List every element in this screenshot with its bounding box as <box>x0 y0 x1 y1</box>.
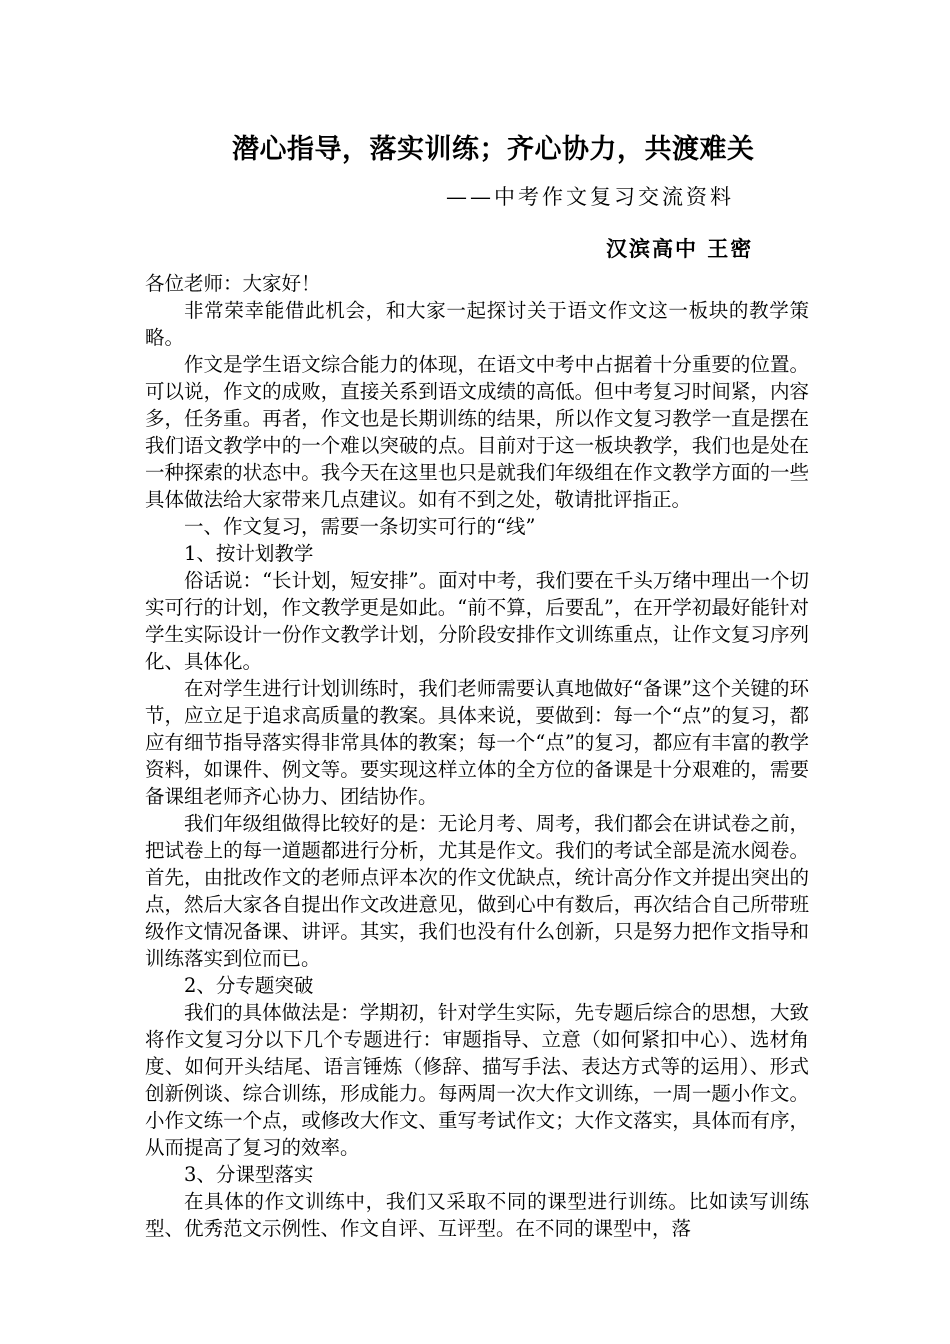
subsection-heading-1: 1、按计划教学 <box>184 542 314 565</box>
document-title: 潜心指导，落实训练；齐心协力，共渡难关 <box>232 134 755 165</box>
paragraph-importance: 作文是学生语文综合能力的体现，在语文中考中占据着十分重要的位置。可以说，作文的成败，直接关系到语文成绩的高低。但中考复习时间紧，内容多，任务重。再者，作文也是长期训练的结果，所以作文复习教学一直是摆在我们语文教学中的一个难以突破的点。目前对于这一板块教学，我们也是处在一种探索的状态中。我今天在这里也只是就我们年级组在作文教学方面的一些具体做法给大家带来几点建议。如有不到之处，敬请批评指正。 <box>145 353 809 511</box>
paragraph-topics: 我们的具体做法是：学期初，针对学生实际，先专题后综合的思想，大致将作文复习分以下几个专题进行：审题指导、立意（如何紧扣中心）、选材角度、如何开头结尾、语言锤炼（修辞、描写手法、表达方式等的运用）、形式创新例谈、综合训练，形成能力。每两周一次大作文训练，一周一题小作文。小作文练一个点，或修改大作文、重写考试作文；大作文落实，具体而有序，从而提高了复习的效率。 <box>145 1001 809 1159</box>
document-body <box>145 270 809 1242</box>
greeting: 各位老师：大家好！ <box>145 272 321 295</box>
paragraph-grade-practice: 我们年级组做得比较好的是：无论月考、周考，我们都会在讲试卷之前，把试卷上的每一道题都进行分析，尤其是作文。我们的考试全部是流水阅卷。首先，由批改作文的老师点评本次的作文优缺点，统计高分作文并提出突出的点，然后大家各自提出作文改进意见，做到心中有数后，再次结合自己所带班级作文情况备课、讲评。其实，我们也没有什么创新，只是努力把作文指导和训练落实到位而已。 <box>145 812 809 970</box>
subsection-heading-3: 3、分课型落实 <box>184 1163 314 1186</box>
subsection-heading-2: 2、分专题突破 <box>184 974 314 997</box>
section-heading-1: 一、作文复习，需要一条切实可行的“线” <box>184 515 536 538</box>
document-subtitle: ——中考作文复习交流资料 <box>446 185 734 209</box>
paragraph-plan: 俗话说：“长计划，短安排”。面对中考，我们要在千头万绪中理出一个切实可行的计划，作文教学更是如此。“前不算，后要乱”，在开学初最好能针对学生实际设计一份作文教学计划，分阶段安排作文训练重点，让作文复习序列化、具体化。 <box>145 569 809 673</box>
paragraph-intro: 非常荣幸能借此机会，和大家一起探讨关于语文作文这一板块的教学策略。 <box>145 299 809 349</box>
document-author: 汉滨高中 王密 <box>606 236 754 261</box>
paragraph-lesson-prep: 在对学生进行计划训练时，我们老师需要认真地做好“备课”这个关键的环节，应立足于追求高质量的教案。具体来说，要做到：每一个“点”的复习，都应有细节指导落实得非常具体的教案；每一个“点”的复习，都应有丰富的教学资料，如课件、例文等。要实现这样立体的全方位的备课是十分艰难的，需要备课组老师齐心协力、团结协作。 <box>145 677 809 808</box>
paragraph-lesson-types: 在具体的作文训练中，我们又采取不同的课型进行训练。比如读写训练型、优秀范文示例性、作文自评、互评型。在不同的课型中，落 <box>145 1190 809 1240</box>
